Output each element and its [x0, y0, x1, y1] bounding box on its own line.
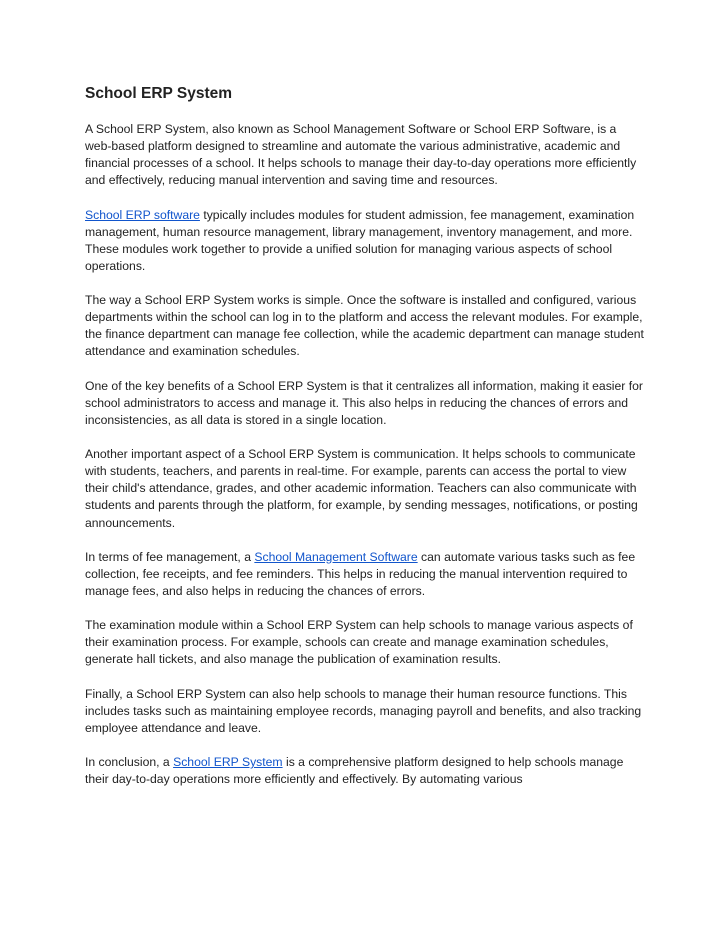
paragraph-intro: A School ERP System, also known as School Management Software or School ERP Software, is a web-based platform designed to streamline and automate the various administrative, academic and financial processes of a school. It helps schools to manage their day-to-day operations more efficiently and effectively, reducing manual intervention and saving time and resources.: [85, 122, 637, 188]
document-title: School ERP System: [85, 85, 233, 102]
paragraph-benefits: One of the key benefits of a School ERP System is that it centralizes all information, making it easier for school administrators to access and manage it. This also helps in reducing the chances of errors and inconsistencies, as all data is stored in a single location.: [85, 378, 643, 427]
school-erp-software-link[interactable]: School ERP software: [85, 207, 200, 222]
paragraph-conclusion-text: is a comprehensive platform designed to help schools manage their day-to-day operations more efficiently and effectively. By automating various: [85, 755, 624, 787]
paragraph-how-it-works: The way a School ERP System works is simple. Once the software is installed and configured, various departments within the school can log in to the platform and access the relevant modules. For example, the finance department can manage fee collection, while the academic department can manage student attendance and examination schedules.: [85, 293, 644, 359]
paragraph-communication: Another important aspect of a School ERP System is communication. It helps schools to communicate with students, teachers, and parents in real-time. For example, parents can access the portal to view their child's attendance, grades, and other academic information. Teachers can also communicate with students and parents through the platform, for example, by sending messages, notifications, or posting announcements.: [85, 447, 638, 530]
paragraph-conclusion-lead: In conclusion, a: [85, 755, 174, 770]
paragraph-conclusion: [85, 754, 645, 788]
paragraph-human-resources: Finally, a School ERP System can also help schools to manage their human resource functions. This includes tasks such as maintaining employee records, managing payroll and benefits, and also tracking employee attendance and leave.: [85, 686, 642, 735]
document-body: [85, 84, 645, 806]
school-management-software-link[interactable]: School Management Software: [254, 549, 418, 564]
paragraph-fee-management: [85, 549, 645, 600]
paragraph-fee-management-lead: In terms of fee management, a: [85, 549, 255, 564]
paragraph-fee-management-text: can automate various tasks such as fee collection, fee receipts, and fee reminders. This helps in reducing the manual intervention required to manage fees, and also helps in reducing the chances of errors.: [85, 549, 636, 598]
paragraph-modules: [85, 207, 645, 275]
paragraph-examination: The examination module within a School ERP System can help schools to manage various aspects of their examination process. For example, schools can create and manage examination schedules, generate hall tickets, and also manage the publication of examination results.: [85, 618, 633, 667]
school-erp-system-link[interactable]: School ERP System: [173, 755, 283, 770]
paragraph-modules-text: typically includes modules for student admission, fee management, examination management, human resource management, library management, inventory management, and more. These modules work together to provide a unified solution for managing various aspects of school operations.: [85, 207, 635, 273]
